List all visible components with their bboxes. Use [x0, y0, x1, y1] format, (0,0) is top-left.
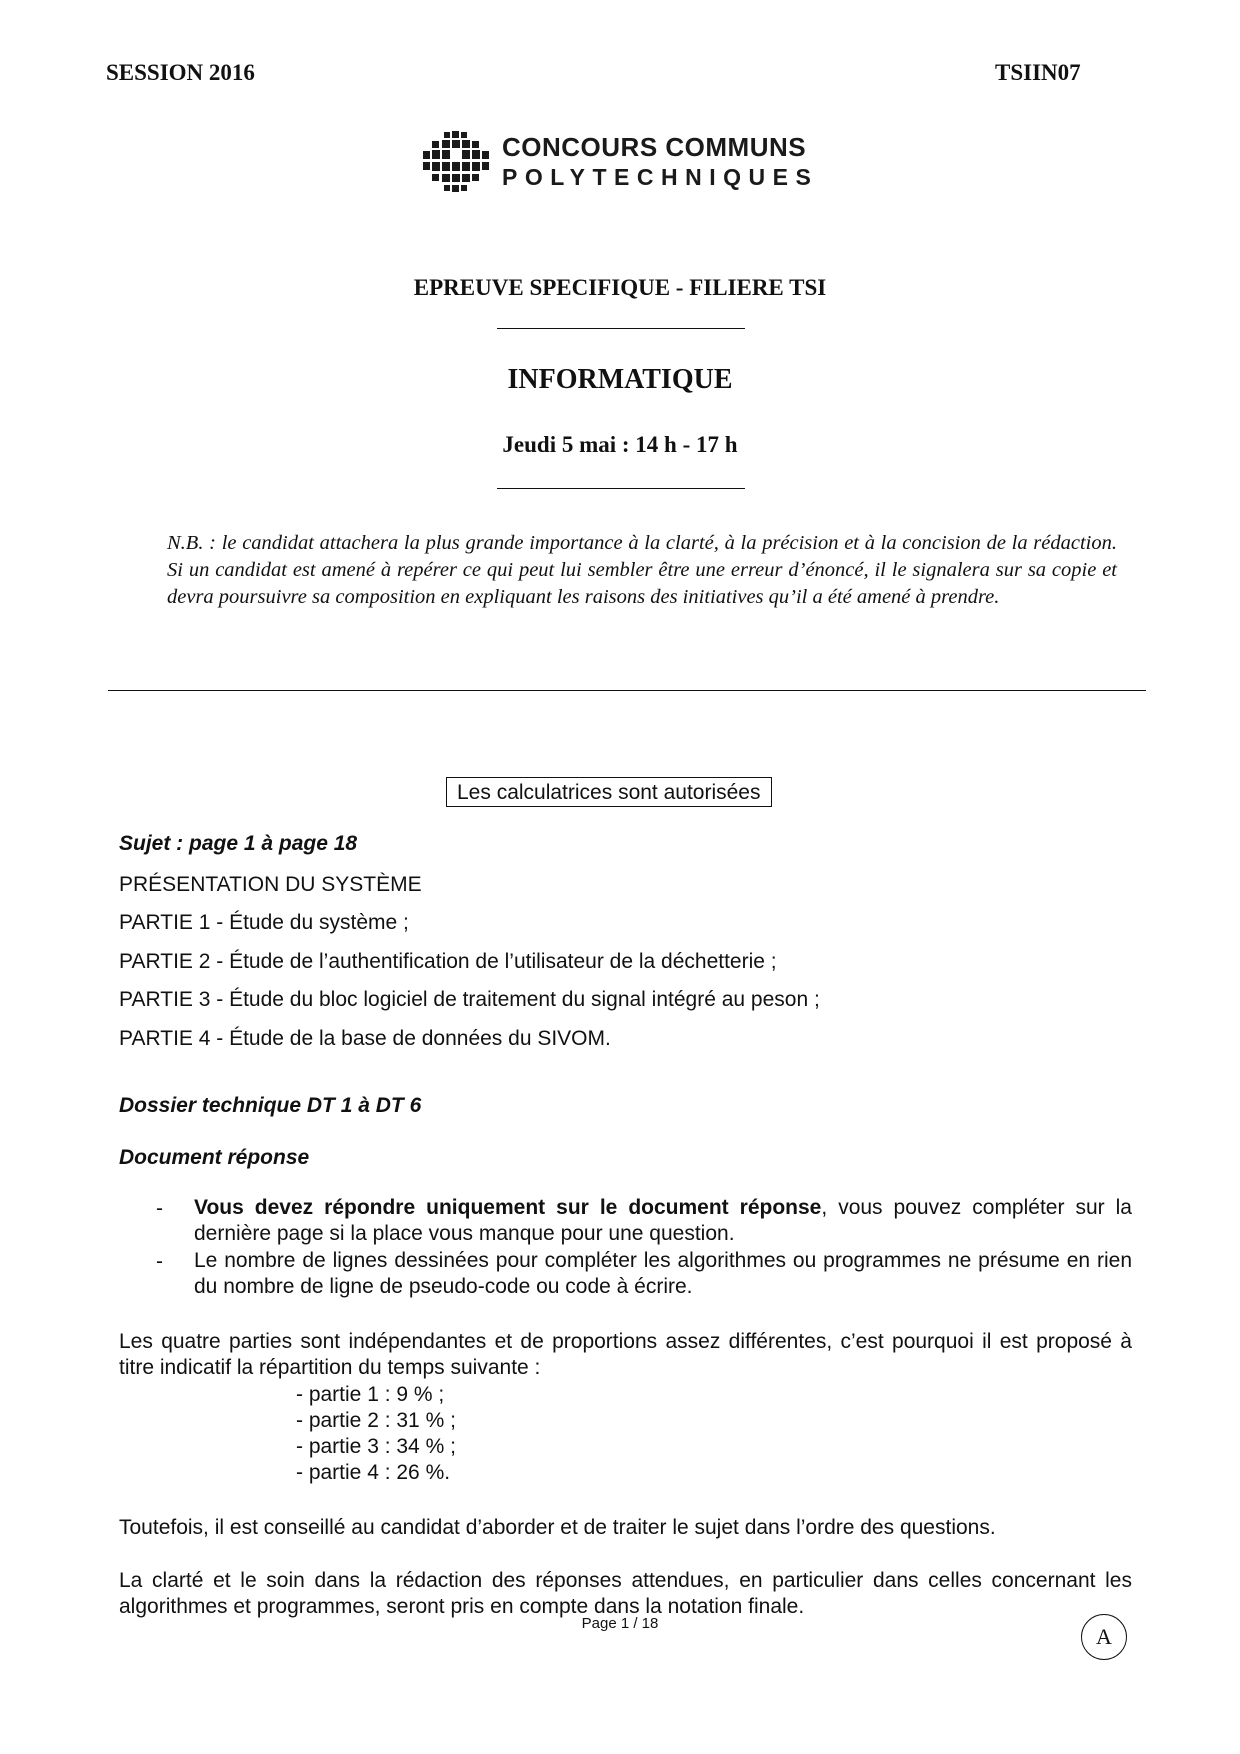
- ccp-logo-icon: [420, 128, 492, 196]
- logo-line-2: POLYTECHNIQUES: [502, 164, 819, 190]
- dossier-heading: Dossier technique DT 1 à DT 6: [119, 1094, 422, 1117]
- sujet-heading: Sujet : page 1 à page 18: [119, 832, 358, 855]
- repartition-item: - partie 3 : 34 % ;: [296, 1435, 456, 1458]
- clarity-note: La clarté et le soin dans la rédaction des réponses attendues, en particulier dans celles concernant les algorithmes et programmes, seront pris en compte dans la notation finale.: [119, 1569, 1132, 1618]
- subject-title: INFORMATIQUE: [507, 364, 733, 395]
- document-reponse-heading: Document réponse: [119, 1146, 310, 1169]
- session-label: SESSION 2016: [106, 60, 255, 85]
- bullet-item: [156, 1248, 1132, 1300]
- plan-item: PARTIE 3 - Étude du bloc logiciel de traitement du signal intégré au peson ;: [119, 988, 820, 1011]
- divider: [497, 328, 745, 329]
- repartition-item: - partie 4 : 26 %.: [296, 1461, 451, 1484]
- bullet-text: Le nombre de lignes dessinées pour compléter les algorithmes ou programmes ne présume en rien du nombre de ligne de pseudo-code ou code à écrire.: [194, 1249, 1132, 1298]
- bullet-dash: -: [156, 1250, 163, 1273]
- variant-badge: A: [1081, 1614, 1127, 1660]
- epreuve-title: EPREUVE SPECIFIQUE - FILIERE TSI: [413, 275, 827, 300]
- bullet-text: [194, 1195, 1132, 1247]
- order-advice: Toutefois, il est conseillé au candidat d’aborder et de traiter le sujet dans l’ordre des questions.: [119, 1516, 996, 1539]
- repartition-item: - partie 1 : 9 % ;: [296, 1383, 445, 1406]
- bullet-dash: -: [156, 1197, 163, 1220]
- page-number: Page 1 / 18: [581, 1615, 659, 1632]
- nb-notice: N.B. : le candidat attachera la plus grande importance à la clarté, à la précision et à la concision de la rédaction. Si un candidat est amené à repérer ce qui peut lui sembler être une erreur d’énoncé, il le signalera sur sa copie et devra poursuivre sa composition en expliquant les raisons des initiatives qu’il a été amené à prendre.: [167, 532, 1117, 608]
- logo-text: [502, 132, 818, 192]
- logo-line-1: CONCOURS COMMUNS: [502, 132, 807, 162]
- exam-date: Jeudi 5 mai : 14 h - 17 h: [502, 432, 738, 457]
- repartition-item: - partie 2 : 31 % ;: [296, 1409, 456, 1432]
- plan-item: PARTIE 1 - Étude du système ;: [119, 911, 409, 934]
- exam-code: TSIIN07: [995, 60, 1081, 85]
- bullet-item: [156, 1195, 1132, 1247]
- plan-item: PRÉSENTATION DU SYSTÈME: [119, 873, 422, 896]
- plan-item: PARTIE 4 - Étude de la base de données du SIVOM.: [119, 1027, 611, 1050]
- divider-long: [108, 690, 1146, 691]
- plan-item: PARTIE 2 - Étude de l’authentification de l’utilisateur de la déchetterie ;: [119, 950, 777, 973]
- repartition-intro: Les quatre parties sont indépendantes et de proportions assez différentes, c’est pourquoi il est proposé à titre indicatif la répartition du temps suivante :: [119, 1330, 1132, 1379]
- calculators-notice: Les calculatrices sont autorisées: [446, 777, 772, 807]
- bullet-bold-text: Vous devez répondre uniquement sur le document réponse: [194, 1196, 822, 1219]
- bullet-rest-text: , vous pouvez compléter sur la dernière page si la place vous manque pour une question.: [194, 1196, 1132, 1245]
- divider: [497, 488, 745, 489]
